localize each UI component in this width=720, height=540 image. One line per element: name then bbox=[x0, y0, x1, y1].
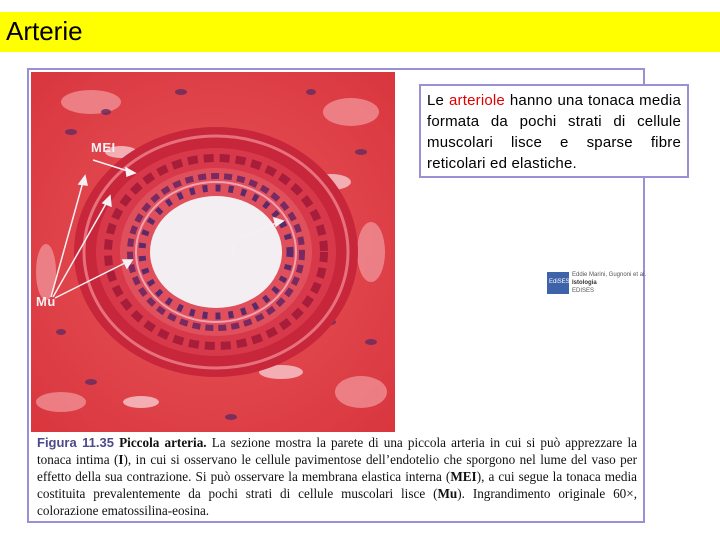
book-reference bbox=[547, 270, 655, 296]
label-mu: Mu bbox=[36, 294, 56, 309]
description-textbox bbox=[419, 84, 689, 178]
caption-text-4: ). Ingrandimento originale 60×, colorazione ematossilina-eosina. bbox=[37, 486, 638, 518]
caption-text-2: ), in cui si osservano le cellule pavimentose dell’endotelio che sporgono nel lume del vaso per effetto della sua contrazione. Si può osservare la membrana elastica interna ( bbox=[37, 452, 638, 484]
book-title: Istologia bbox=[572, 280, 597, 286]
book-publisher: EDISES bbox=[572, 288, 595, 294]
label-mei: MEI bbox=[91, 140, 116, 155]
textbox-highlight: arteriole bbox=[448, 92, 505, 109]
caption-bold-i: I bbox=[118, 452, 124, 467]
caption-title: Piccola arteria. bbox=[119, 435, 207, 450]
micrograph-image bbox=[31, 72, 395, 432]
label-i: I bbox=[231, 242, 236, 257]
book-authors: Eddie Marini, Gugnoni et al. bbox=[572, 272, 647, 278]
slide-title: Arterie bbox=[6, 16, 83, 46]
textbox-pre: Le bbox=[427, 92, 449, 109]
textbox-post: hanno una tonaca media formata da pochi strati di cellule muscolari lisce e sparse fibre reticolari ed elastiche. bbox=[427, 92, 681, 172]
caption-bold-mu: Mu bbox=[437, 486, 458, 501]
caption-text-3: ), a cui segue la tonaca media costituita prevalentemente da pochi strati di cellule muscolari lisce ( bbox=[37, 469, 637, 501]
title-bar bbox=[0, 12, 720, 52]
caption-bold-mei: MEI bbox=[450, 469, 477, 484]
caption-text-1: La sezione mostra la parete di una piccola arteria in cui si può apprezzare la tonaca intima ( bbox=[37, 435, 638, 467]
publisher-logo: EdiSES bbox=[547, 272, 569, 294]
figure-caption bbox=[37, 434, 637, 519]
caption-figure-number: Figura 11.35 bbox=[37, 435, 114, 450]
